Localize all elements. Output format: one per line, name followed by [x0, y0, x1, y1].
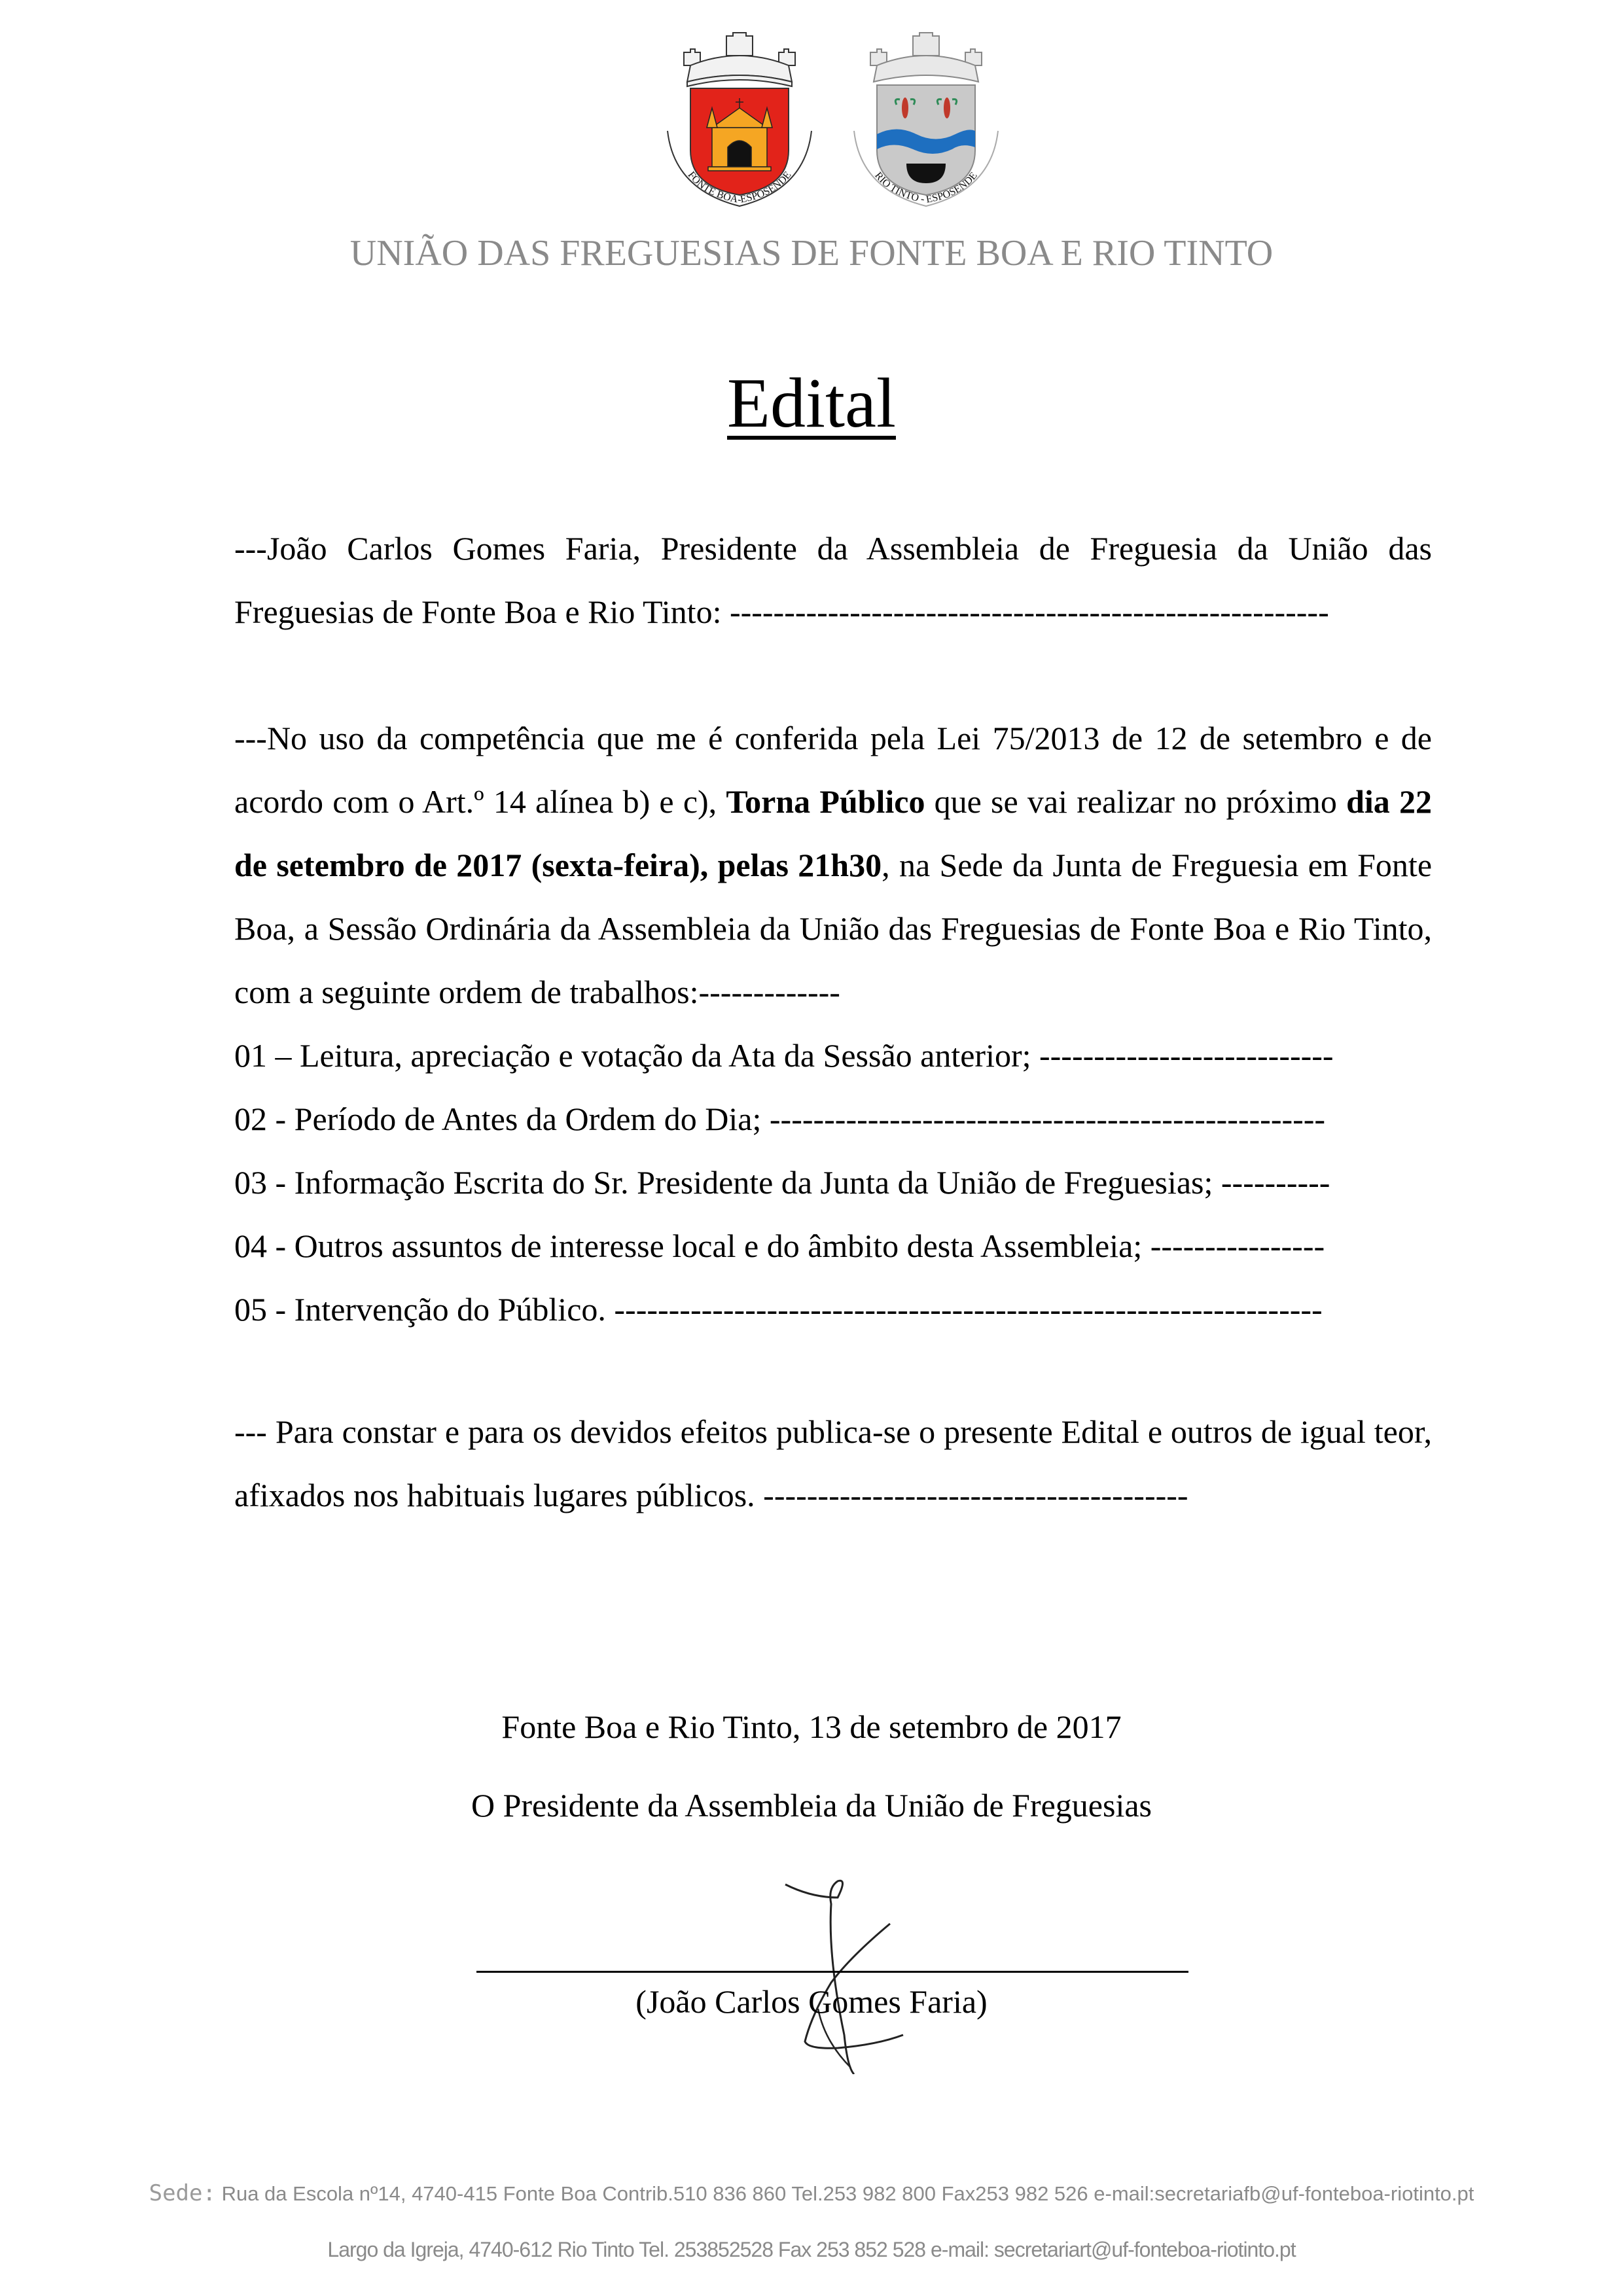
announcement-paragraph — [234, 707, 1432, 1024]
meeting-date-time: dia 22 de setembro de 2017 (sexta-feira), pelas 21h30 — [234, 783, 1432, 883]
mural-crown-icon — [684, 33, 795, 86]
fonte-boa-motto: FONTE BOA-ESPOSENDE — [685, 169, 794, 206]
fonte-boa-crest-logo — [654, 20, 825, 209]
agenda-item: 02 - Período de Antes da Ordem do Dia; --------------------------------------------------- — [234, 1101, 1326, 1137]
announcement-text-3: , na Sede da Junta de Freguesia em Fonte Boa, a Sessão Ordinária da Assembleia da União das Freguesias de Fonte Boa e Rio Tinto, com a seguinte ordem de trabalhos:------------- — [234, 847, 1433, 1010]
place-and-date: Fonte Boa e Rio Tinto, 13 de setembro de 2017 — [501, 1708, 1122, 1745]
signature-line — [476, 1971, 1188, 1973]
document-title — [0, 363, 1623, 444]
footer-sede-text: Rua da Escola nº14, 4740-415 Fonte Boa Contrib.510 836 860 Tel.253 982 800 Fax253 982 526 e-mail:secretariafb@uf-fonteboa-riotinto.pt — [215, 2182, 1474, 2205]
document-title-text: Edital — [727, 364, 896, 442]
announcement-bold-1: Torna Público — [726, 783, 925, 820]
announcement-text-2: que se vai realizar no próximo — [925, 783, 1347, 820]
footer-address-sede — [0, 2180, 1623, 2206]
organization-name: UNIÃO DAS FREGUESIAS DE FONTE BOA E RIO TINTO — [349, 233, 1274, 274]
footer-address-rio-tinto: Largo da Igreja, 4740-612 Rio Tinto Tel. 253852528 Fax 253 852 528 e-mail: secretariart@uf-fonteboa-riotinto.pt — [327, 2238, 1296, 2261]
rio-tinto-crest-logo — [841, 20, 1011, 209]
handwritten-signature — [772, 1878, 942, 2074]
rio-tinto-motto: RIO TINTO - ESPOSENDE — [872, 169, 980, 206]
agenda-item: 03 - Informação Escrita do Sr. Presidente da Junta da União de Freguesias; ---------- — [234, 1164, 1330, 1201]
agenda-item: 04 - Outros assuntos de interesse local e do âmbito desta Assembleia; ---------------- — [234, 1227, 1325, 1264]
footer-sede-label: Sede: — [149, 2180, 216, 2206]
signatory-name: (João Carlos Gomes Faria) — [635, 1983, 988, 2020]
mural-crown-icon — [870, 33, 982, 82]
closing-paragraph: --- Para constar e para os devidos efeitos publica-se o presente Edital e outros de igual teor, afixados nos habituais lugares públicos. --------------------------------------- — [234, 1413, 1432, 1513]
signatory-role: O Presidente da Assembleia da União de Freguesias — [471, 1787, 1152, 1824]
agenda-list — [234, 1024, 1432, 1341]
announcement-text-1: ---No uso da competência que me é conferida pela Lei 75/2013 de 12 de setembro e de acordo com o Art.º 14 alínea b) e c), — [234, 720, 1432, 820]
agenda-item: 01 – Leitura, apreciação e votação da Ata da Sessão anterior; --------------------------- — [234, 1037, 1334, 1074]
agenda-item: 05 - Intervenção do Público. ----------------------------------------------------------------- — [234, 1291, 1323, 1328]
opening-paragraph: ---João Carlos Gomes Faria, Presidente da Assembleia de Freguesia da União das Freguesias de Fonte Boa e Rio Tinto: ------------------------------------------------------- — [234, 530, 1432, 630]
